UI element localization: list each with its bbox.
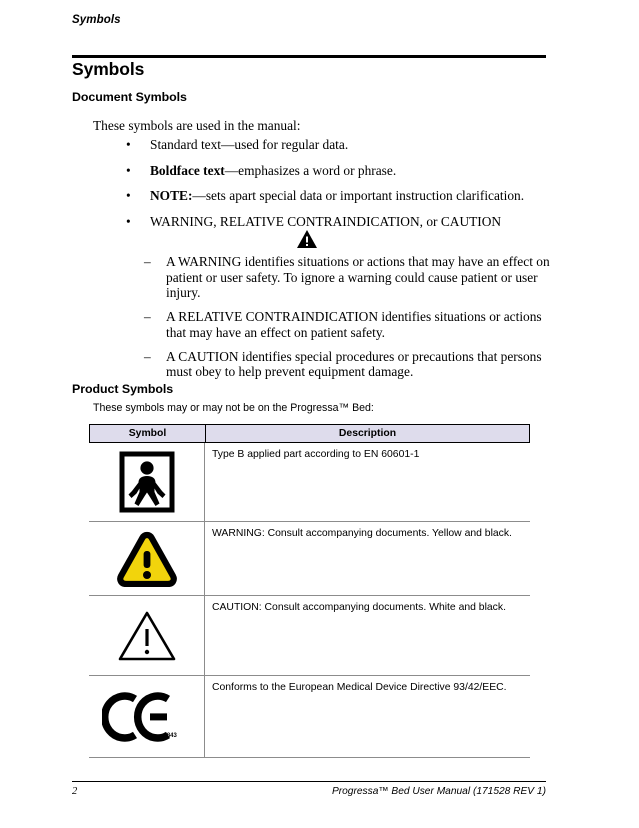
list-item-text: WARNING, RELATIVE CONTRAINDICATION, or CAUTION — [150, 213, 502, 229]
dash-icon: – — [144, 309, 151, 325]
table-row — [89, 443, 530, 522]
bullet-icon: • — [126, 137, 131, 152]
bullet-icon: • — [126, 162, 131, 178]
table-header-row — [89, 424, 530, 443]
dash-icon: – — [144, 254, 151, 269]
document-symbols-intro: These symbols are used in the manual: — [93, 118, 301, 133]
warning-triangle-icon — [296, 229, 318, 249]
type-b-applied-part-icon — [89, 443, 205, 521]
heading-product-symbols: Product Symbols — [72, 382, 174, 396]
list-item-text: A WARNING identifies situations or actions that may have an effect on patient or user safety. To ignore a warning could cause patient or user injury. — [166, 254, 550, 301]
list-item — [142, 254, 552, 301]
list-item — [142, 309, 552, 340]
heading-document-symbols: Document Symbols — [72, 90, 187, 104]
dash-icon: – — [144, 348, 151, 364]
column-header-symbol: Symbol — [90, 425, 206, 442]
footer-rule — [72, 781, 546, 782]
column-header-description: Description — [338, 428, 397, 439]
ce-notified-body-number: 0843 — [163, 732, 177, 739]
document-symbols-dash-list — [142, 254, 552, 388]
bullet-icon: • — [126, 188, 131, 203]
table-row — [89, 522, 530, 596]
table-row — [89, 676, 530, 758]
list-item-text: —emphasizes a word or phrase. — [224, 162, 397, 178]
caution-white-triangle-icon — [89, 596, 205, 675]
table-cell-description: Conforms to the European Medical Device Directive 93/42/EEC. — [212, 682, 507, 693]
document-symbols-bullet-list — [118, 137, 568, 239]
product-symbols-intro: These symbols may or may not be on the Progressa™ Bed: — [93, 402, 374, 414]
table-row — [89, 596, 530, 676]
list-item — [118, 163, 568, 179]
product-symbols-table — [89, 424, 530, 758]
table-cell-description: CAUTION: Consult accompanying documents. White and black. — [212, 602, 506, 613]
list-item — [142, 349, 552, 380]
ce-mark-icon — [89, 676, 205, 757]
list-item-emphasis: NOTE: — [150, 188, 193, 203]
list-item-text: A CAUTION identifies special procedures or precautions that persons must obey to help prevent equipment damage. — [166, 348, 542, 380]
header-rule — [72, 55, 546, 58]
warning-yellow-triangle-icon — [89, 522, 205, 595]
list-item-text: —sets apart special data or important instruction clarification. — [192, 188, 525, 203]
bullet-icon: • — [126, 213, 131, 229]
list-item-emphasis: Boldface text — [150, 162, 225, 178]
table-cell-description: Type B applied part according to EN 60601-1 — [212, 449, 420, 460]
table-cell-description: WARNING: Consult accompanying documents. Yellow and black. — [212, 528, 512, 539]
footer-manual-title: Progressa™ Bed User Manual (171528 REV 1) — [331, 786, 546, 797]
list-item-text: Standard text—used for regular data. — [150, 137, 349, 152]
list-item — [118, 188, 568, 204]
page-title: Symbols — [72, 59, 145, 79]
list-item — [118, 214, 568, 230]
footer-page-number: 2 — [72, 786, 78, 797]
running-header: Symbols — [72, 14, 121, 26]
list-item — [118, 137, 568, 153]
list-item-text: A RELATIVE CONTRAINDICATION identifies situations or actions that may have an effect on patient safety. — [166, 309, 542, 340]
